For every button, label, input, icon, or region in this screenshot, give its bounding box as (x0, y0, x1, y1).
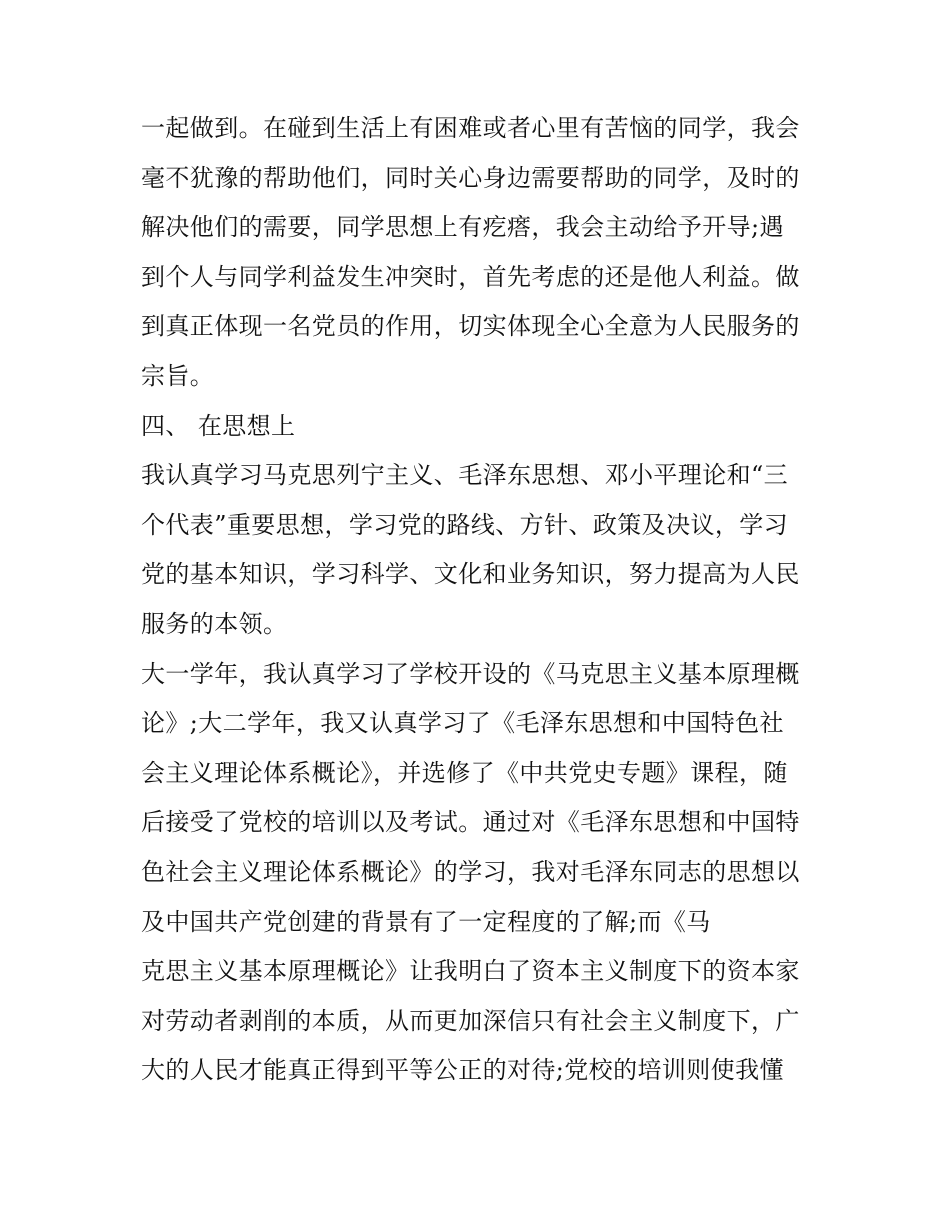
text-line: 会主义理论体系概论》，并选修了《中共党史专题》课程，随 (141, 758, 788, 787)
text-line: 宗旨。 (141, 361, 215, 390)
text-line: 解决他们的需要，同学思想上有疙瘩，我会主动给予开导;遇 (141, 213, 784, 242)
text-line: 到真正体现一名党员的作用，切实体现全心全意为人民服务的 (141, 312, 800, 341)
text-line: 色社会主义理论体系概论》的学习，我对毛泽东同志的思想以 (141, 857, 800, 886)
text-line: 毫不犹豫的帮助他们，同时关心身边需要帮助的同学，及时的 (141, 163, 800, 192)
text-line: 一起做到。在碰到生活上有困难或者心里有苦恼的同学，我会 (141, 114, 800, 142)
text-line: 服务的本领。 (141, 609, 288, 638)
text-line: 对劳动者剥削的本质，从而更加深信只有社会主义制度下，广 (141, 1006, 800, 1035)
text-line: 论》;大二学年，我又认真学习了《毛泽东思想和中国特色社 (141, 709, 784, 738)
text-line: 大一学年，我认真学习了学校开设的《马克思主义基本原理概 (141, 659, 800, 688)
text-line: 到个人与同学利益发生冲突时，首先考虑的还是他人利益。做 (141, 262, 800, 291)
text-line: 党的基本知识，学习科学、文化和业务知识，努力提高为人民 (141, 560, 800, 589)
body-text (141, 104, 821, 1096)
text-line: 个代表”重要思想，学习党的路线、方针、政策及决议，学习 (141, 510, 789, 539)
text-line: 后接受了党校的培训以及考试。通过对《毛泽东思想和中国特 (141, 808, 800, 837)
text-line: 大的人民才能真正得到平等公正的对待;党校的培训则使我懂 (141, 1056, 784, 1085)
section-heading: 四、 在思想上 (141, 411, 296, 440)
text-line: 克思主义基本原理概论》让我明白了资本主义制度下的资本家 (141, 957, 800, 986)
text-line: 及中国共产党创建的背景有了一定程度的了解;而《马 (141, 907, 711, 936)
text-line: 我认真学习马克思列宁主义、毛泽东思想、邓小平理论和“三 (141, 461, 789, 490)
